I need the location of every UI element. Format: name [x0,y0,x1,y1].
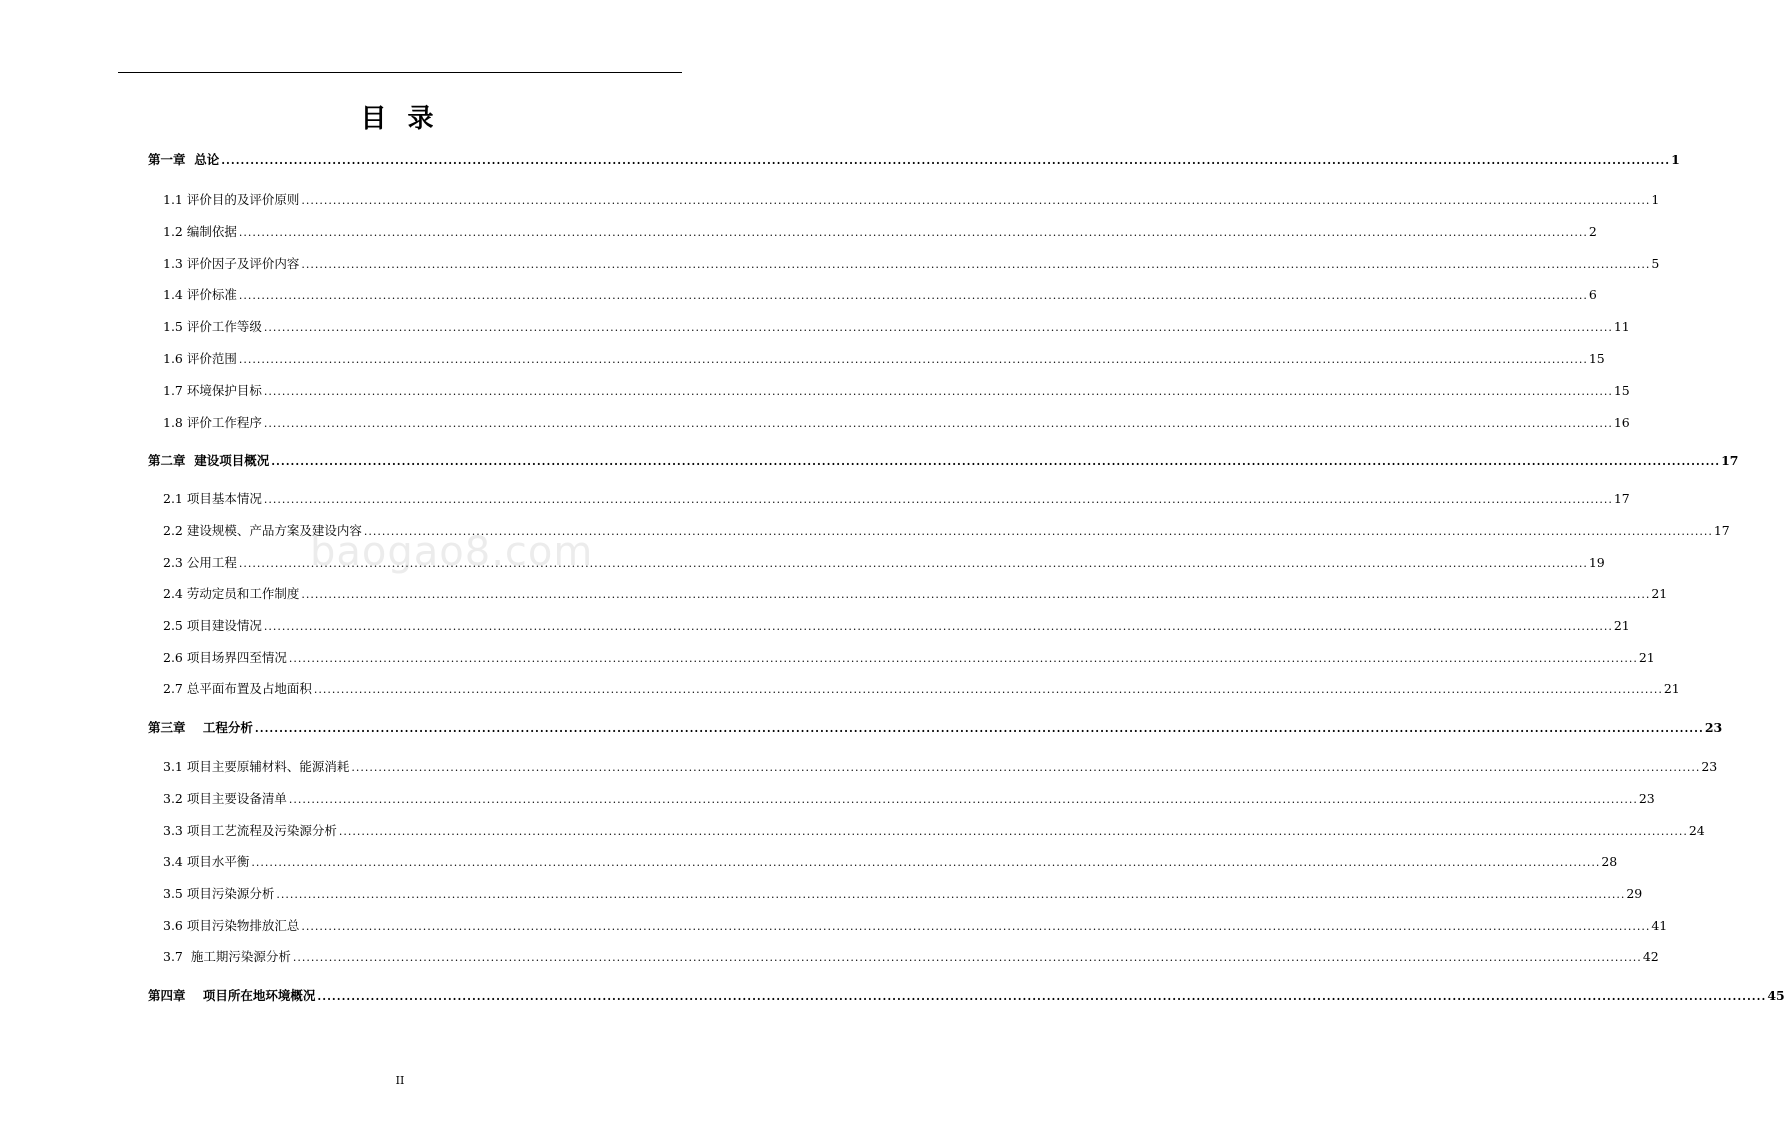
toc-entry-label: 2.5 项目建设情况 [163,618,262,633]
toc-entry-label: 1.6 评价范围 [163,351,237,366]
toc-entry-page: 11 [1613,319,1630,334]
toc-entry-label: 第三章 工程分析 [148,720,253,735]
toc-section-entry[interactable] [163,349,1605,369]
toc-entry-label: 3.6 项目污染物排放汇总 [163,918,300,933]
toc-section-entry[interactable] [163,757,1718,777]
toc-section-entry[interactable] [163,884,1643,904]
toc-section-entry[interactable] [163,584,1668,604]
toc-section-entry[interactable] [163,852,1618,872]
toc-entry-page: 5 [1651,256,1660,271]
toc-entry-page: 45 [1767,988,1785,1003]
toc-entry-label: 3.3 项目工艺流程及污染源分析 [163,823,337,838]
toc-entry-label: 3.2 项目主要设备清单 [163,791,287,806]
toc-entry-page: 29 [1626,886,1643,901]
toc-chapter-entry[interactable] [148,451,1739,471]
toc-entry-page: 17 [1613,491,1630,506]
toc-entry-label: 第二章 建设项目概况 [148,453,270,468]
toc-leader-dots: ............................................................................................................................................................................................................................................................................................................ [271,455,1721,468]
toc-leader-dots: ............................................................................................................................................................................................................................................................................................................ [288,652,1638,665]
page-number: II [395,1074,405,1087]
toc-entry-page: 17 [1713,523,1730,538]
toc-entry-page: 23 [1638,791,1655,806]
toc-entry-label: 第四章 项目所在地环境概况 [148,988,316,1003]
toc-entry-page: 24 [1688,823,1705,838]
toc-leader-dots: ............................................................................................................................................................................................................................................................................................................ [251,856,1601,869]
toc-entry-label: 1.1 评价目的及评价原则 [163,192,300,207]
toc-leader-dots: ............................................................................................................................................................................................................................................................................................................ [317,990,1767,1003]
toc-entry-label: 2.2 建设规模、产品方案及建设内容 [163,523,362,538]
toc-entry-page: 16 [1613,415,1630,430]
toc-entry-label: 第一章 总论 [148,152,220,167]
toc-leader-dots: ............................................................................................................................................................................................................................................................................................................ [351,761,1701,774]
toc-entry-page: 6 [1588,287,1597,302]
toc-leader-dots: ............................................................................................................................................................................................................................................................................................................ [313,683,1663,696]
toc-chapter-entry[interactable] [148,986,1785,1006]
toc-leader-dots: ............................................................................................................................................................................................................................................................................................................ [301,920,1651,933]
toc-entry-label: 2.4 劳动定员和工作制度 [163,586,300,601]
toc-entry-label: 3.4 项目水平衡 [163,854,250,869]
toc-section-entry[interactable] [163,317,1630,337]
toc-leader-dots: ............................................................................................................................................................................................................................................................................................................ [288,793,1638,806]
toc-leader-dots: ............................................................................................................................................................................................................................................................................................................ [238,226,1588,239]
toc-leader-dots: ............................................................................................................................................................................................................................................................................................................ [363,525,1713,538]
toc-entry-page: 21 [1663,681,1680,696]
toc-entry-label: 1.2 编制依据 [163,224,237,239]
toc-entry-page: 23 [1701,759,1718,774]
toc-leader-dots: ............................................................................................................................................................................................................................................................................................................ [301,258,1651,271]
toc-entry-page: 21 [1613,618,1630,633]
toc-title: 目 录 [360,104,440,134]
toc-leader-dots: ............................................................................................................................................................................................................................................................................................................ [238,557,1588,570]
toc-section-entry[interactable] [163,648,1655,668]
toc-leader-dots: ............................................................................................................................................................................................................................................................................................................ [238,289,1588,302]
toc-section-entry[interactable] [163,821,1705,841]
toc-section-entry[interactable] [163,489,1630,509]
toc-section-entry[interactable] [163,190,1660,210]
toc-entry-label: 2.7 总平面布置及占地面积 [163,681,312,696]
toc-entry-label: 2.3 公用工程 [163,555,237,570]
toc-entry-label: 1.8 评价工作程序 [163,415,262,430]
toc-entry-page: 19 [1588,555,1605,570]
toc-leader-dots: ............................................................................................................................................................................................................................................................................................................ [292,951,1642,964]
toc-leader-dots: ............................................................................................................................................................................................................................................................................................................ [263,385,1613,398]
toc-leader-dots: ............................................................................................................................................................................................................................................................................................................ [338,825,1688,838]
toc-chapter-entry[interactable] [148,150,1680,170]
toc-entry-label: 1.3 评价因子及评价内容 [163,256,300,271]
toc-entry-label: 1.5 评价工作等级 [163,319,262,334]
toc-entry-page: 41 [1651,918,1668,933]
toc-leader-dots: ............................................................................................................................................................................................................................................................................................................ [263,417,1613,430]
toc-leader-dots: ............................................................................................................................................................................................................................................................................................................ [301,194,1651,207]
toc-entry-label: 3.5 项目污染源分析 [163,886,275,901]
toc-entry-page: 17 [1721,453,1739,468]
toc-leader-dots: ............................................................................................................................................................................................................................................................................................................ [301,588,1651,601]
toc-chapter-entry[interactable] [148,718,1723,738]
toc-entry-label: 1.7 环境保护目标 [163,383,262,398]
toc-entry-page: 23 [1704,720,1723,735]
toc-entry-page: 1 [1651,192,1660,207]
toc-entry-label: 1.4 评价标准 [163,287,237,302]
toc-section-entry[interactable] [163,413,1630,433]
toc-leader-dots: ............................................................................................................................................................................................................................................................................................................ [254,722,1704,735]
toc-section-entry[interactable] [163,222,1597,242]
toc-leader-dots: ............................................................................................................................................................................................................................................................................................................ [263,321,1613,334]
toc-section-entry[interactable] [163,616,1630,636]
toc-entry-label: 2.6 项目场界四至情况 [163,650,287,665]
toc-leader-dots: ............................................................................................................................................................................................................................................................................................................ [221,154,1671,167]
toc-leader-dots: ............................................................................................................................................................................................................................................................................................................ [238,353,1588,366]
toc-leader-dots: ............................................................................................................................................................................................................................................................................................................ [263,620,1613,633]
toc-section-entry[interactable] [163,916,1668,936]
toc-section-entry[interactable] [163,285,1597,305]
toc-entry-label: 3.7 施工期污染源分析 [163,949,291,964]
toc-section-entry[interactable] [163,254,1660,274]
toc-leader-dots: ............................................................................................................................................................................................................................................................................................................ [276,888,1626,901]
toc-section-entry[interactable] [163,381,1630,401]
toc-entry-page: 28 [1601,854,1618,869]
toc-entry-page: 15 [1613,383,1630,398]
toc-entry-page: 15 [1588,351,1605,366]
toc-entry-label: 2.1 项目基本情况 [163,491,262,506]
toc-leader-dots: ............................................................................................................................................................................................................................................................................................................ [263,493,1613,506]
toc-section-entry[interactable] [163,679,1680,699]
toc-section-entry[interactable] [163,947,1659,967]
toc-entry-page: 21 [1638,650,1655,665]
toc-section-entry[interactable] [163,789,1655,809]
toc-entry-page: 2 [1588,224,1597,239]
toc-entry-page: 42 [1642,949,1659,964]
watermark: baogao8.com [310,529,594,575]
toc-entry-page: 21 [1651,586,1668,601]
toc-entry-label: 3.1 项目主要原辅材料、能源消耗 [163,759,350,774]
toc-entry-page: 1 [1671,152,1680,167]
